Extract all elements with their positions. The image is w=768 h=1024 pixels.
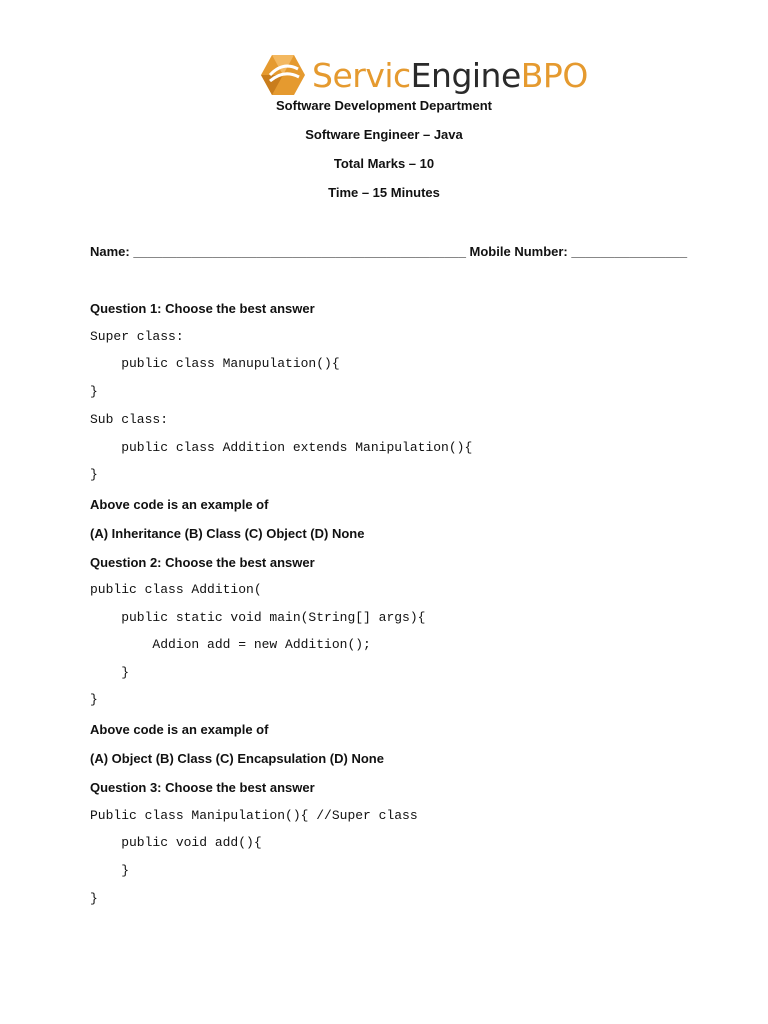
question-3-instruction: Choose the best answer <box>161 780 315 795</box>
question-1-code-line: Super class: <box>90 329 184 344</box>
question-1-code-line: public class Manupulation(){ <box>90 356 340 371</box>
wordmark-bpo: BPO <box>520 55 588 95</box>
question-2-code-line: public class Addition( <box>90 582 262 597</box>
question-3-label: Question 3: <box>90 780 162 795</box>
question-3-code-line: } <box>90 863 130 878</box>
question-2-heading <box>90 555 315 570</box>
question-2-code-line: } <box>90 665 130 680</box>
question-1-instruction: Choose the best answer <box>161 301 315 316</box>
company-wordmark <box>312 55 588 95</box>
question-1-options[interactable]: (A) Inheritance (B) Class (C) Object (D) None <box>90 526 365 541</box>
name-mobile-field[interactable]: Name: ______________________________________________ Mobile Number: ________________ <box>90 244 688 259</box>
question-2-code-line: } <box>90 692 98 707</box>
question-2-code-line: public static void main(String[] args){ <box>90 610 426 625</box>
question-2-options[interactable]: (A) Object (B) Class (C) Encapsulation (D) None <box>90 751 384 766</box>
question-2-code-line: Addion add = new Addition(); <box>90 637 371 652</box>
time-limit: Time – 15 Minutes <box>328 185 440 200</box>
wordmark-engine: Engine <box>410 55 521 95</box>
question-1-heading <box>90 301 315 316</box>
department-title: Software Development Department <box>276 98 492 113</box>
question-3-code-line: } <box>90 891 98 906</box>
total-marks: Total Marks – 10 <box>333 156 435 171</box>
role-title: Software Engineer – Java <box>305 127 463 142</box>
question-2-prompt: Above code is an example of <box>90 722 269 737</box>
question-3-code-line: Public class Manipulation(){ //Super class <box>90 808 418 823</box>
question-1-code-line: } <box>90 467 98 482</box>
question-1-prompt: Above code is an example of <box>90 497 269 512</box>
question-2-label: Question 2: <box>90 555 162 570</box>
question-3-code-line: public void add(){ <box>90 835 262 850</box>
question-1-code-line: Sub class: <box>90 412 169 427</box>
wordmark-servic: Servic <box>312 55 411 95</box>
question-1-code-line: } <box>90 384 98 399</box>
question-2-instruction: Choose the best answer <box>161 555 315 570</box>
company-logo <box>260 52 588 98</box>
servicengine-hexagon-logo-icon <box>260 53 306 97</box>
question-1-label: Question 1: <box>90 301 162 316</box>
question-3-heading <box>90 780 315 795</box>
question-1-code-line: public class Addition extends Manipulation(){ <box>90 440 473 455</box>
